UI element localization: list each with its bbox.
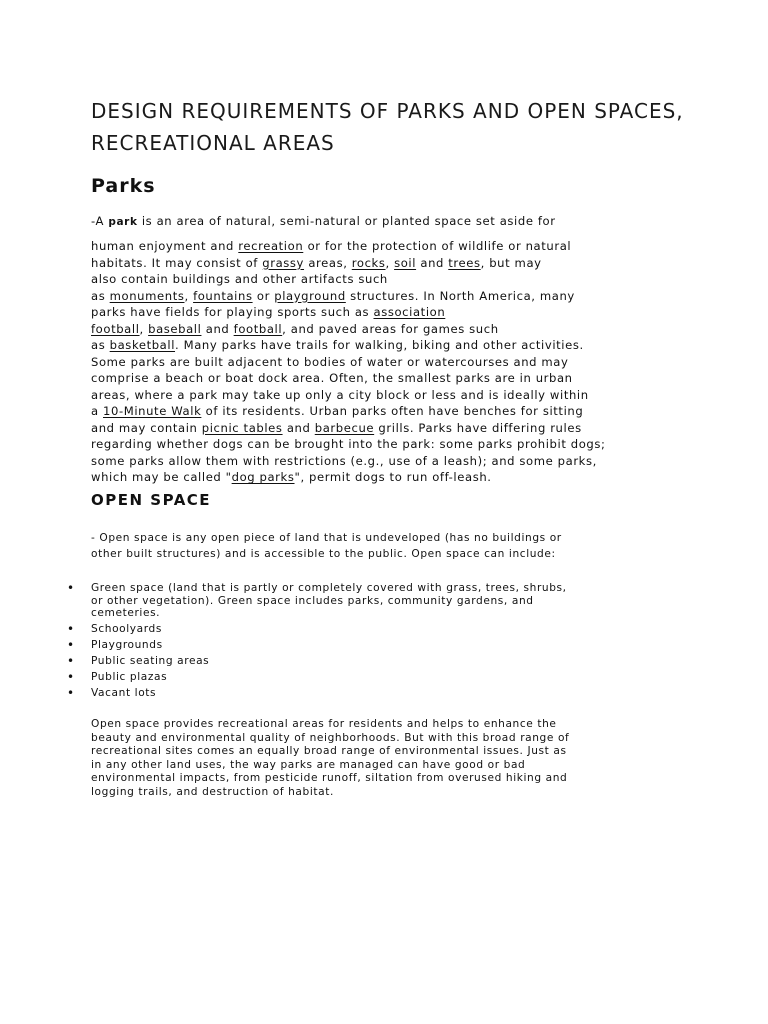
parks-line	[91, 321, 696, 338]
text-run: structures. In North America, many	[345, 288, 575, 303]
monuments-link[interactable]: monuments	[109, 288, 185, 303]
parks-line: Some parks are built adjacent to bodies of water or watercourses and may	[91, 354, 569, 369]
text-run: and	[416, 255, 449, 270]
open-space-closing-paragraph	[91, 718, 691, 799]
parks-paragraph	[91, 210, 696, 486]
football-link-2[interactable]: football	[233, 321, 283, 336]
parks-line: comprise a beach or boat dock area. Often, the smallest parks are in urban	[91, 371, 573, 385]
picnic-tables-link[interactable]: picnic tables	[201, 420, 283, 435]
basketball-link[interactable]: basketball	[109, 338, 176, 352]
closing-line: recreational sites comes an equally broad range of environmental issues. Just as	[91, 745, 567, 757]
list-item-plazas	[67, 671, 707, 684]
list-item-playgrounds	[67, 639, 707, 652]
bullet-icon: •	[67, 638, 75, 652]
recreation-link[interactable]: recreation	[238, 239, 304, 253]
list-item-text: or other vegetation). Green space includes parks, community gardens, and	[91, 594, 534, 607]
closing-line: logging trails, and destruction of habitat.	[91, 785, 334, 798]
text-run: , and paved areas for games such	[282, 321, 499, 336]
baseball-link[interactable]: baseball	[148, 321, 202, 336]
text-run: grills. Parks have differing rules	[374, 420, 582, 435]
list-item-text: Public plazas	[91, 671, 168, 683]
parks-line	[91, 337, 696, 354]
text-run: or	[252, 288, 275, 303]
open-space-heading: OPEN SPACE	[91, 491, 212, 509]
parks-heading: Parks	[91, 175, 156, 197]
parks-line: areas, where a park may take up only a city block or less and is ideally within	[91, 387, 589, 402]
bullet-icon: •	[67, 581, 75, 595]
list-item-seating	[67, 655, 707, 668]
list-item-text: Vacant lots	[91, 687, 157, 699]
parks-line	[91, 210, 696, 233]
text-run: habitats. It may consist of	[91, 255, 263, 270]
list-item-text: Schoolyards	[91, 623, 162, 635]
list-item-text: Green space (land that is partly or completely covered with grass, trees, shrubs,	[91, 582, 567, 594]
parks-line: also contain buildings and other artifacts such	[91, 272, 388, 286]
text-run: ", permit dogs to run off-leash.	[294, 470, 492, 484]
text-run: . Many parks have trails for walking, biking and other activities.	[175, 338, 584, 352]
football-link[interactable]: football	[91, 321, 140, 336]
intro-line: - Open space is any open piece of land that is undeveloped (has no buildings or	[91, 532, 562, 544]
grassy-link[interactable]: grassy	[262, 255, 305, 270]
title-line-2: RECREATIONAL AREAS	[91, 131, 335, 155]
list-item-vacant-lots	[67, 687, 707, 700]
open-space-intro	[91, 530, 691, 562]
document-title	[91, 95, 711, 159]
fountains-link[interactable]: fountains	[193, 288, 253, 303]
closing-line: in any other land uses, the way parks are managed can have good or bad	[91, 758, 526, 771]
intro-line: other built structures) and is accessible to the public. Open space can include:	[91, 548, 556, 560]
text-run: is an area of natural, semi-natural or planted space set aside for	[137, 214, 556, 228]
bullet-icon: •	[67, 654, 75, 668]
playground-link[interactable]: playground	[274, 288, 346, 303]
text-run: and	[282, 420, 315, 435]
closing-line: beauty and environmental quality of neighborhoods. But with this broad range of	[91, 731, 570, 744]
parks-line	[91, 403, 696, 420]
text-run: which may be called "	[91, 470, 232, 484]
list-item-green-space	[67, 582, 707, 620]
text-run: as	[91, 288, 110, 303]
parks-line	[91, 238, 696, 255]
text-run: parks have fields for playing sports such as	[91, 305, 374, 319]
park-term: park	[108, 216, 138, 228]
parks-line	[91, 420, 696, 437]
association-link[interactable]: association	[373, 305, 446, 319]
text-run: , but may	[480, 255, 542, 270]
barbecue-link[interactable]: barbecue	[314, 420, 375, 435]
parks-line	[91, 469, 696, 486]
closing-line: environmental impacts, from pesticide runoff, siltation from overused hiking and	[91, 772, 568, 784]
parks-line	[91, 255, 696, 272]
open-space-list	[67, 582, 707, 703]
title-line-1: DESIGN REQUIREMENTS OF PARKS AND OPEN SPACES,	[91, 99, 684, 123]
text-run: a	[91, 404, 103, 418]
text-run: areas,	[304, 255, 352, 270]
text-run: ,	[139, 321, 149, 336]
list-item-text: Playgrounds	[91, 639, 163, 651]
text-run: -A	[91, 214, 109, 228]
dog-parks-link[interactable]: dog parks	[231, 470, 295, 484]
text-run: as	[91, 338, 110, 352]
rocks-link[interactable]: rocks	[351, 255, 386, 270]
list-item-schoolyards	[67, 623, 707, 636]
text-run: ,	[184, 288, 194, 303]
text-run: or for the protection of wildlife or natural	[303, 239, 572, 253]
parks-line: regarding whether dogs can be brought into the park: some parks prohibit dogs;	[91, 437, 606, 451]
text-run: and may contain	[91, 420, 202, 435]
list-item-text: Public seating areas	[91, 655, 210, 667]
text-run: ,	[385, 255, 395, 270]
parks-line	[91, 288, 696, 305]
bullet-icon: •	[67, 622, 75, 636]
bullet-icon: •	[67, 686, 75, 700]
text-run: and	[201, 321, 234, 336]
closing-line: Open space provides recreational areas for residents and helps to enhance the	[91, 718, 557, 730]
parks-line: some parks allow them with restrictions (e.g., use of a leash); and some parks,	[91, 453, 597, 468]
trees-link[interactable]: trees	[448, 255, 481, 270]
bullet-icon: •	[67, 670, 75, 684]
ten-minute-walk-link[interactable]: 10-Minute Walk	[103, 404, 202, 418]
parks-line	[91, 304, 696, 321]
soil-link[interactable]: soil	[394, 255, 417, 270]
list-item-text: cemeteries.	[91, 607, 161, 619]
text-run: of its residents. Urban parks often have benches for sitting	[201, 404, 584, 418]
text-run: human enjoyment and	[91, 239, 239, 253]
